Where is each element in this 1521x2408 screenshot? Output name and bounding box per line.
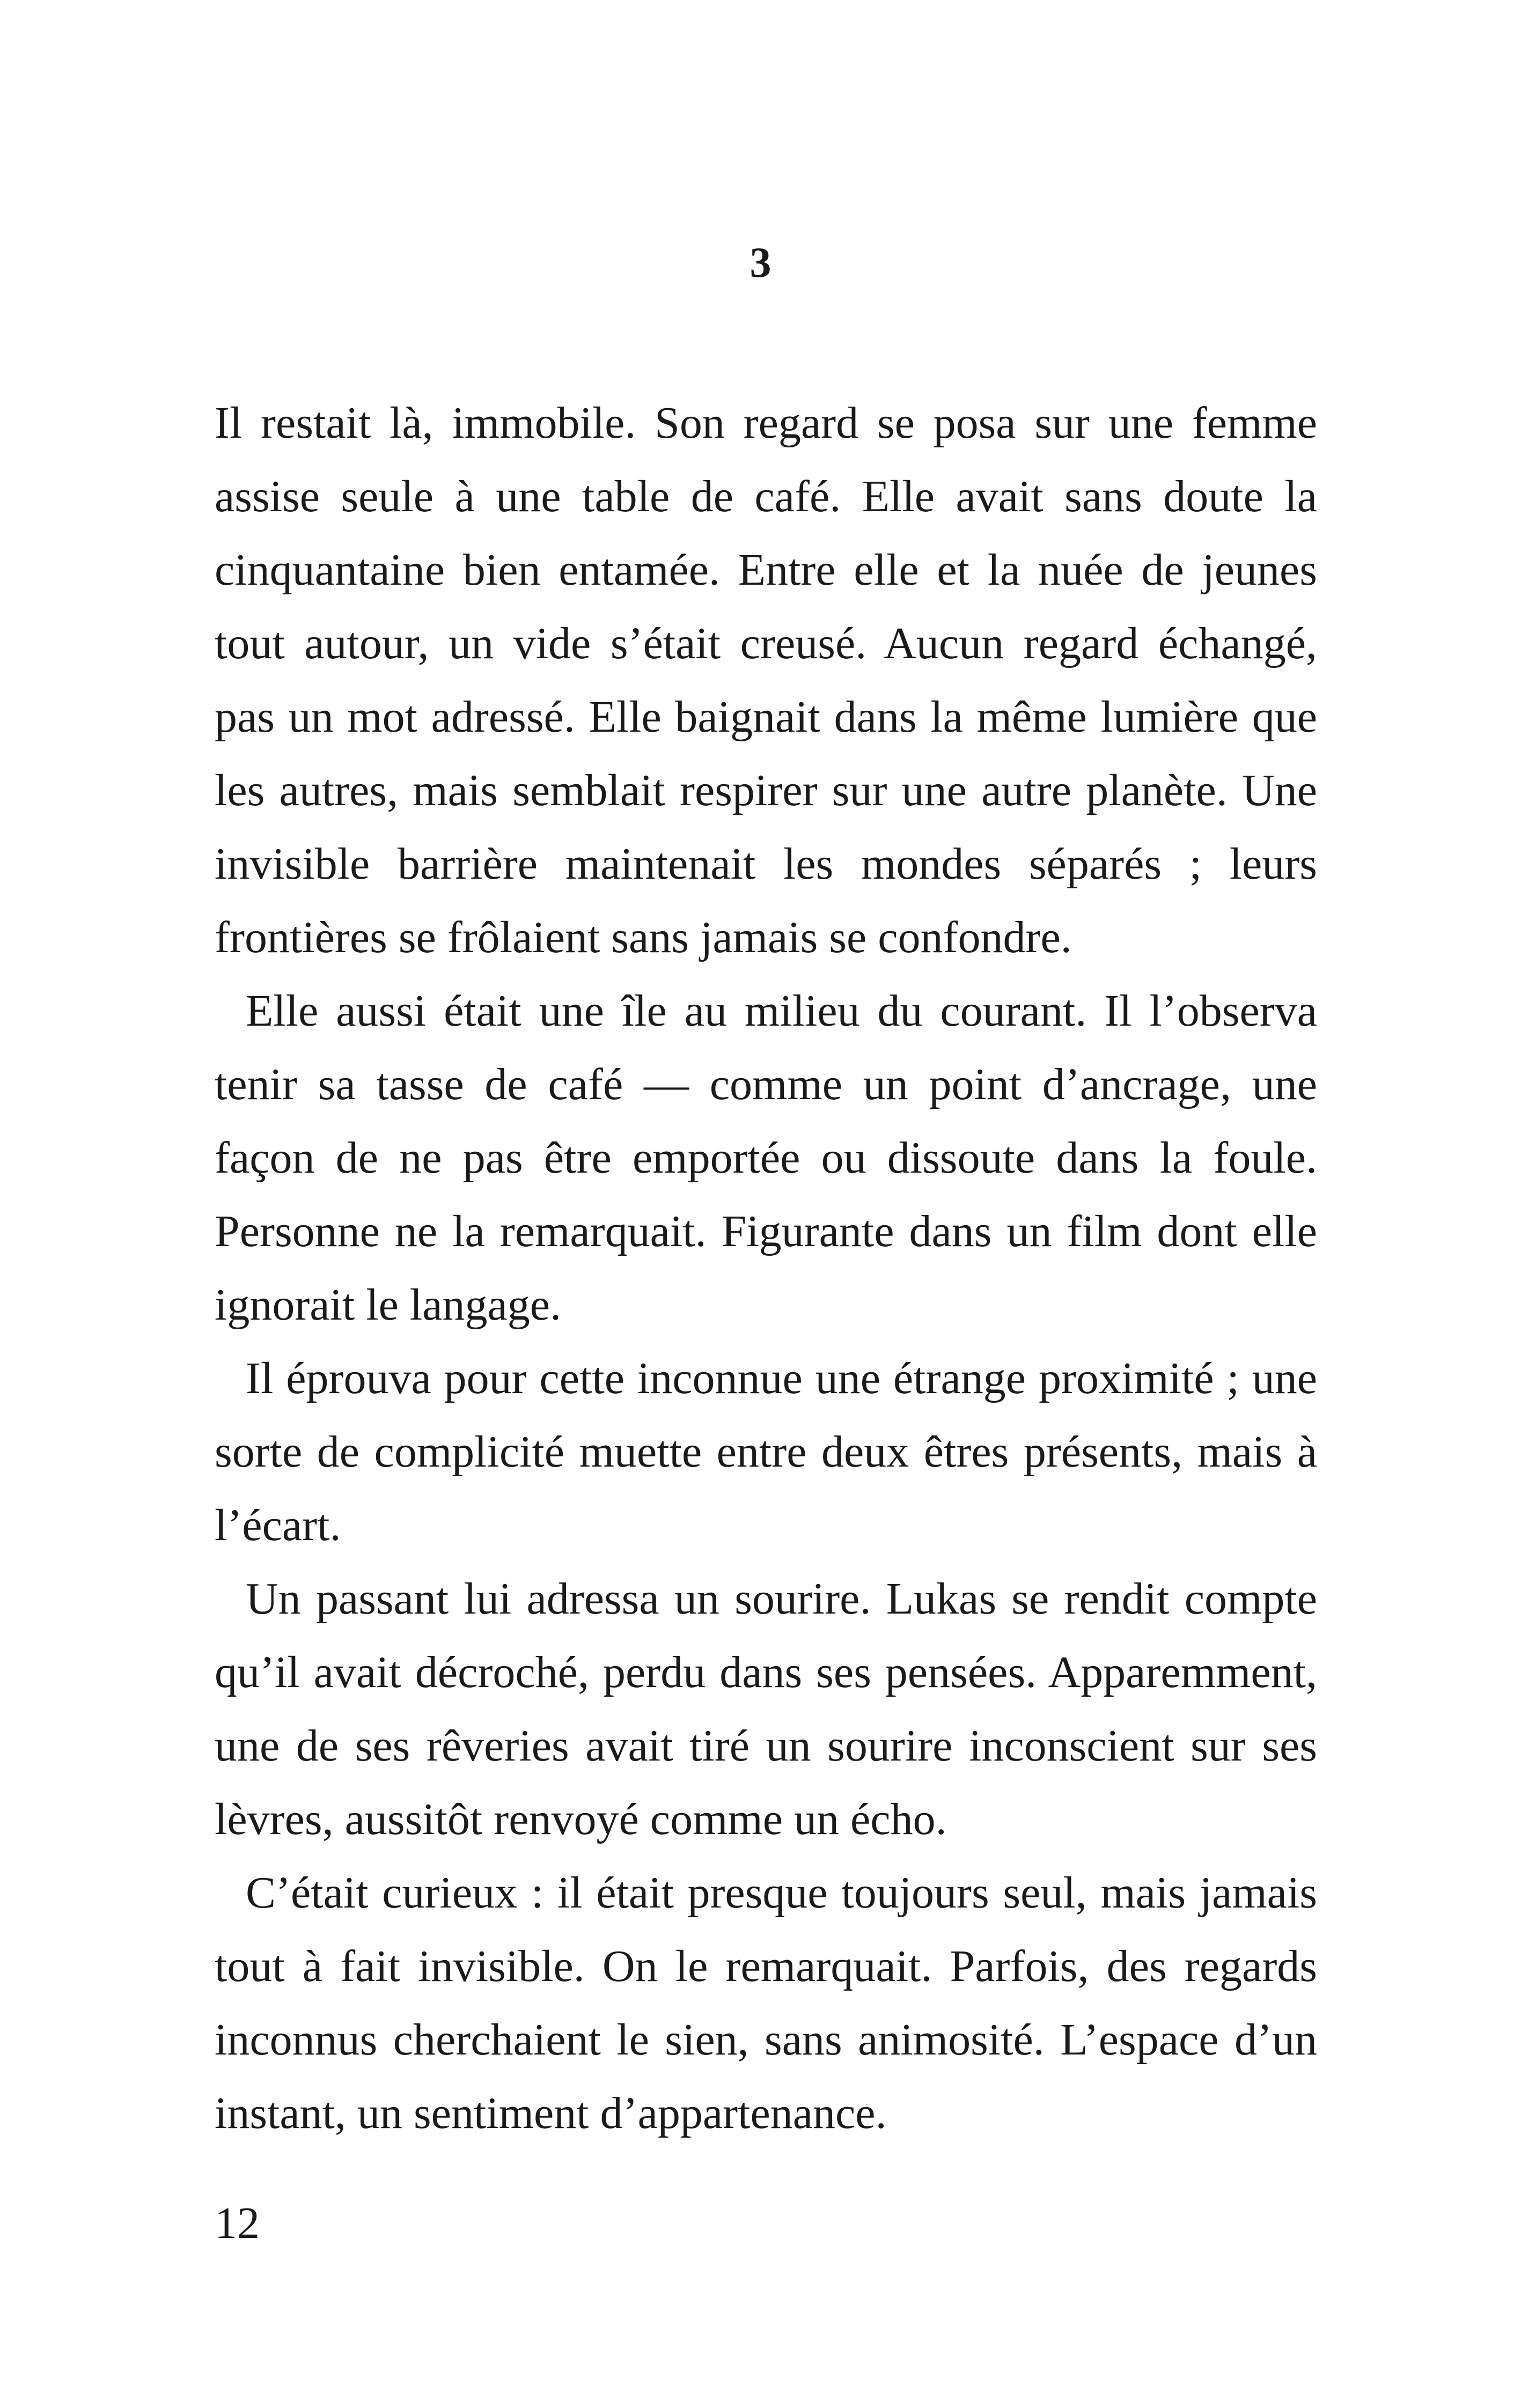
paragraph: Elle aussi était une île au milieu du courant. Il l’observa tenir sa tasse de café — comme un point d’ancrage, une façon de ne pas être emportée ou dissoute dans la foule. Personne ne la remarquait. Figurante dans un film dont elle ignorait le langage. — [215, 986, 1317, 1330]
chapter-number: 3 — [750, 239, 771, 286]
paragraph: Un passant lui adressa un sourire. Lukas se rendit compte qu’il avait décroché, perdu dans ses pensées. Apparemment, une de ses rêveries avait tiré un sourire inconscient sur ses lèvres, aussitôt renvoyé comme un écho. — [215, 1574, 1317, 1844]
paragraph: Il éprouva pour cette inconnue une étrange proximité ; une sorte de complicité muette entre deux êtres présents, mais à l’écart. — [215, 1353, 1317, 1550]
paragraph: C’était curieux : il était presque toujours seul, mais jamais tout à fait invisible. On le remarquait. Parfois, des regards inconnus cherchaient le sien, sans animosité. L’espace d’un instant, un sentiment d’appartenance. — [215, 1868, 1317, 2138]
paragraph: Il restait là, immobile. Son regard se posa sur une femme assise seule à une table de café. Elle avait sans doute la cinquantaine bien entamée. Entre elle et la nuée de jeunes tout autour, un vide s’était creusé. Aucun regard échangé, pas un mot adressé. Elle baignait dans la même lumière que les autres, mais semblait respirer sur une autre planète. Une invisible barrière maintenait les mondes séparés ; leurs frontières se frôlaient sans jamais se confondre. — [215, 398, 1317, 962]
page-number: 12 — [215, 2198, 260, 2248]
chapter-body — [215, 386, 1317, 2150]
